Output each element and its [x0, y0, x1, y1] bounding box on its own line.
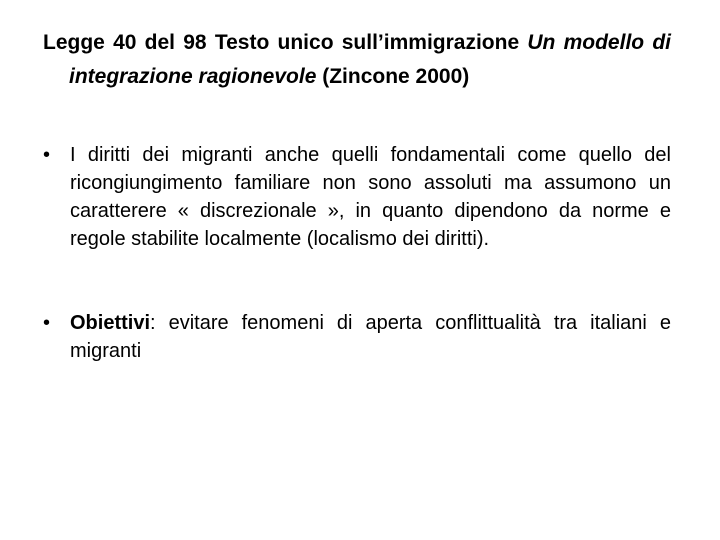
- heading-citation: (Zincone 2000): [316, 65, 470, 88]
- bullet-text: I diritti dei migranti anche quelli fondamentali come quello del ricongiungimento familiare non sono assoluti ma assumono un caratterere « discrezionale », in quanto dipendono da norme e regole stabilite localmente (localismo dei diritti).: [70, 144, 671, 250]
- bullet-term: Obiettivi: [70, 312, 151, 334]
- slide-heading: [43, 26, 671, 94]
- bullet-list: [43, 141, 671, 365]
- heading-italic-title: Un modello di integrazione ragionevole: [69, 31, 672, 88]
- bullet-item-diritti: [43, 141, 671, 253]
- bullet-item-obiettivi: [43, 309, 671, 365]
- bullet-marker-icon: •: [43, 312, 51, 334]
- bullet-marker-icon: •: [43, 144, 51, 166]
- bullet-text: : evitare fenomeni di aperta conflittualità tra italiani e migranti: [70, 312, 671, 362]
- heading-lead: Legge 40 del 98 Testo unico sull’immigrazione: [43, 31, 528, 54]
